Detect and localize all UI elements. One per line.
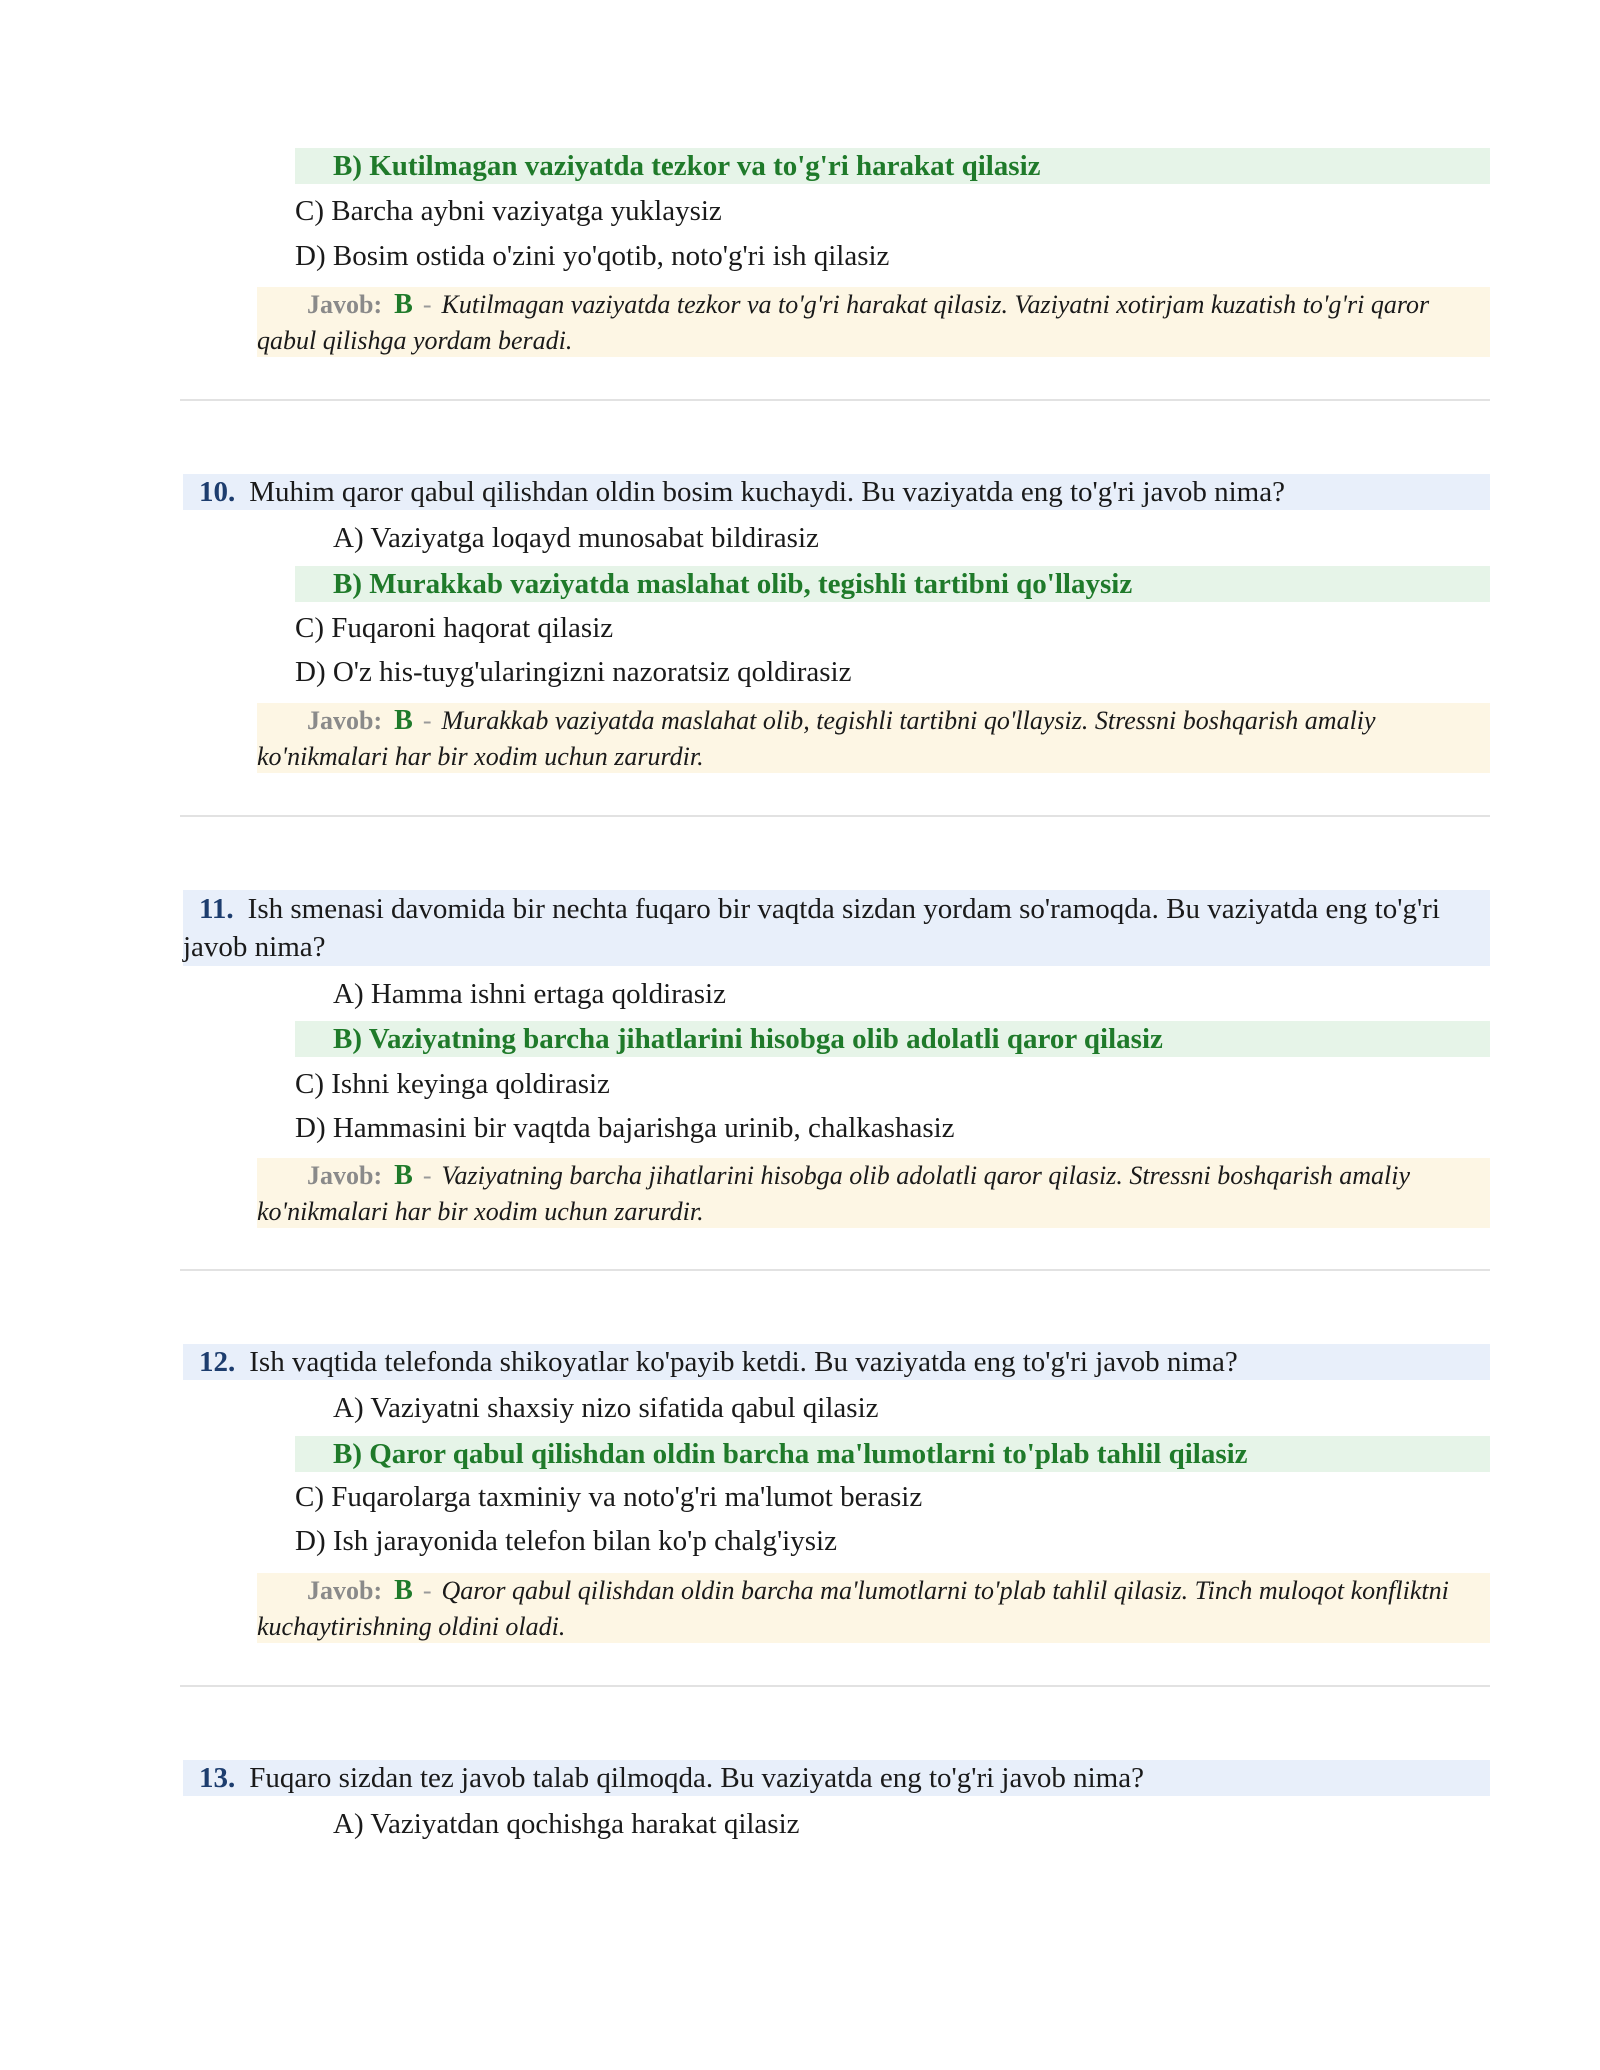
- option-a: A) Vaziyatdan qochishga harakat qilasiz: [333, 1808, 800, 1840]
- answer-letter: B: [394, 289, 413, 320]
- question-number: 10.: [199, 476, 236, 508]
- divider: [180, 815, 1490, 817]
- answer-explanation: Murakkab vaziyatda maslahat olib, tegishli tartibni qo'llaysiz. Stressni boshqarish amaliy ko'nikmalari har bir xodim uchun zarurdir.: [257, 706, 1376, 771]
- question-text: Fuqaro sizdan tez javob talab qilmoqda. Bu vaziyatda eng to'g'ri javob nima?: [249, 1762, 1144, 1794]
- answer-label: Javob:: [307, 1161, 383, 1190]
- question-10: [183, 474, 1490, 510]
- correct-option: [295, 148, 1490, 184]
- question-text: Muhim qaror qabul qilishdan oldin bosim kuchaydi. Bu vaziyatda eng to'g'ri javob nima?: [249, 476, 1285, 508]
- divider: [180, 399, 1490, 401]
- correct-option-text: B) Vaziyatning barcha jihatlarini hisobga olib adolatli qaror qilasiz: [333, 1023, 1163, 1055]
- question-text: Ish vaqtida telefonda shikoyatlar ko'payib ketdi. Bu vaziyatda eng to'g'ri javob nima?: [249, 1346, 1238, 1378]
- correct-option-text: B) Qaror qabul qilishdan oldin barcha ma'lumotlarni to'plab tahlil qilasiz: [333, 1438, 1248, 1470]
- question-text: Ish smenasi davomida bir nechta fuqaro bir vaqtda sizdan yordam so'ramoqda. Bu vaziyatda eng to'g'ri javob nima?: [183, 893, 1440, 963]
- option-c: C) Barcha aybni vaziyatga yuklaysiz: [295, 195, 722, 227]
- option-c: C) Fuqarolarga taxminiy va noto'g'ri ma'lumot berasiz: [295, 1481, 923, 1513]
- question-number: 12.: [199, 1346, 236, 1378]
- option-a: A) Vaziyatni shaxsiy nizo sifatida qabul qilasiz: [333, 1392, 879, 1424]
- answer-letter: B: [394, 705, 413, 736]
- answer-box: [257, 287, 1490, 357]
- answer-box: [257, 1158, 1490, 1228]
- divider: [180, 1685, 1490, 1687]
- option-a: A) Vaziyatga loqayd munosabat bildirasiz: [333, 522, 819, 554]
- answer-explanation: Vaziyatning barcha jihatlarini hisobga olib adolatli qaror qilasiz. Stressni boshqarish amaliy ko'nikmalari har bir xodim uchun zarurdir.: [257, 1161, 1411, 1226]
- question-13: [183, 1760, 1490, 1796]
- question-number: 13.: [199, 1762, 236, 1794]
- option-c: C) Fuqaroni haqorat qilasiz: [295, 612, 614, 644]
- answer-box: [257, 703, 1490, 773]
- answer-box: [257, 1573, 1490, 1643]
- option-d: D) Ish jarayonida telefon bilan ko'p chalg'iysiz: [295, 1525, 837, 1557]
- question-number: 11.: [199, 893, 234, 925]
- question-12: [183, 1344, 1490, 1380]
- correct-option-text: B) Kutilmagan vaziyatda tezkor va to'g'ri harakat qilasiz: [333, 150, 1041, 182]
- answer-letter: B: [394, 1575, 413, 1606]
- correct-option: [295, 566, 1490, 602]
- correct-option: [295, 1436, 1490, 1472]
- answer-dash: -: [422, 706, 432, 735]
- answer-label: Javob:: [307, 706, 383, 735]
- answer-explanation: Kutilmagan vaziyatda tezkor va to'g'ri harakat qilasiz. Vaziyatni xotirjam kuzatish to'g'ri qaror qabul qilishga yordam beradi.: [257, 290, 1430, 355]
- option-d: D) Hammasini bir vaqtda bajarishga urinib, chalkashasiz: [295, 1112, 955, 1144]
- correct-option-text: B) Murakkab vaziyatda maslahat olib, tegishli tartibni qo'llaysiz: [333, 568, 1133, 600]
- answer-label: Javob:: [307, 290, 383, 319]
- question-11: [183, 890, 1490, 966]
- option-d: D) Bosim ostida o'zini yo'qotib, noto'g'ri ish qilasiz: [295, 240, 890, 272]
- correct-option: [295, 1021, 1490, 1057]
- answer-dash: -: [422, 1576, 432, 1605]
- answer-dash: -: [422, 1161, 432, 1190]
- option-d: D) O'z his-tuyg'ularingizni nazoratsiz qoldirasiz: [295, 656, 852, 688]
- answer-explanation: Qaror qabul qilishdan oldin barcha ma'lumotlarni to'plab tahlil qilasiz. Tinch muloqot konfliktni kuchaytirishning oldini oladi.: [257, 1576, 1449, 1641]
- option-c: C) Ishni keyinga qoldirasiz: [295, 1068, 610, 1100]
- answer-letter: B: [394, 1160, 413, 1191]
- answer-label: Javob:: [307, 1576, 383, 1605]
- divider: [180, 1269, 1490, 1271]
- answer-dash: -: [422, 290, 432, 319]
- option-a: A) Hamma ishni ertaga qoldirasiz: [333, 978, 726, 1010]
